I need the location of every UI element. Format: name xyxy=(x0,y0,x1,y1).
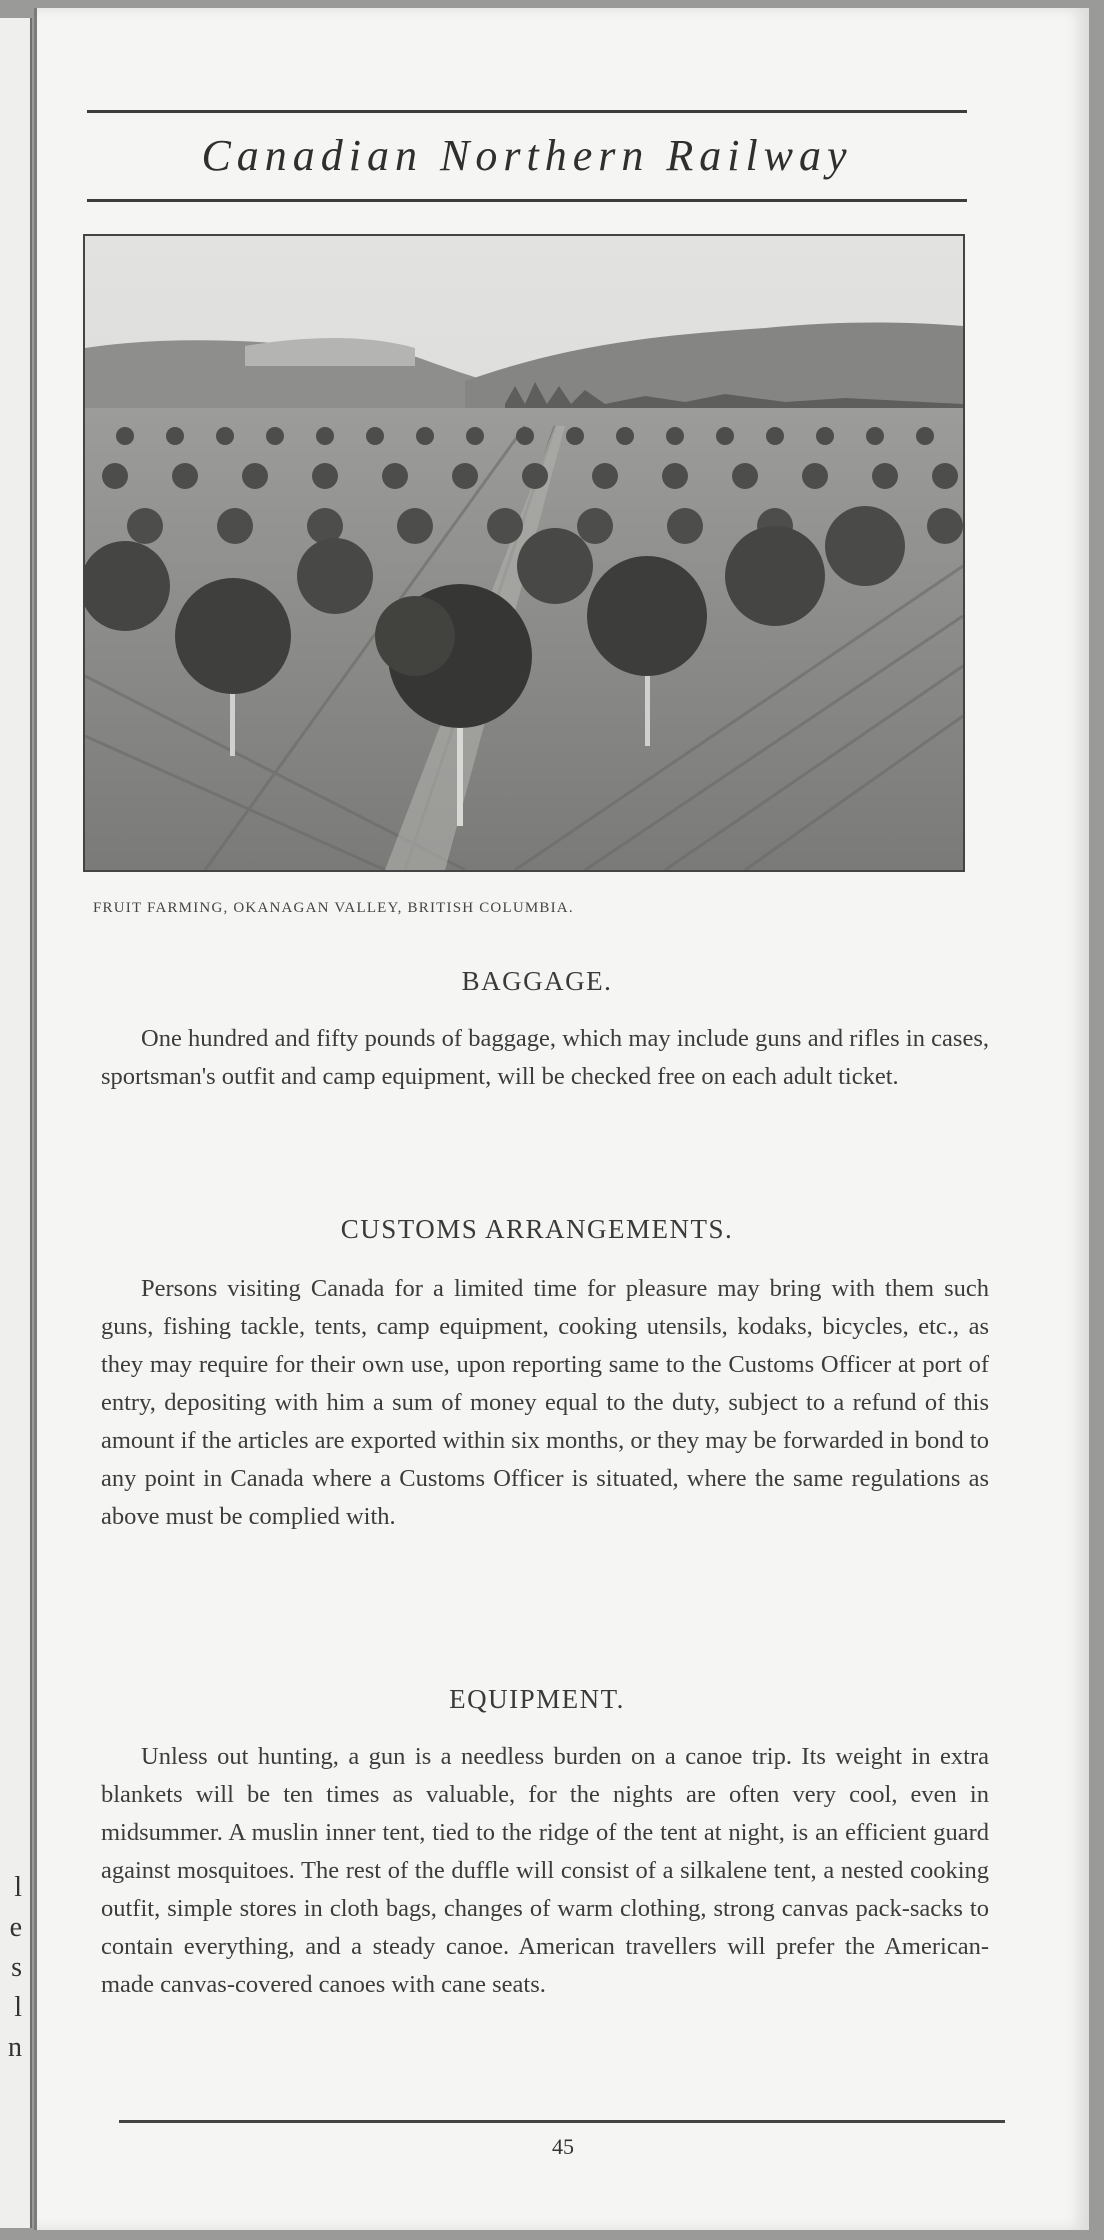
section-heading-customs: CUSTOMS ARRANGEMENTS. xyxy=(340,1214,734,1244)
fragment: l xyxy=(14,1872,22,1903)
section-body-baggage: One hundred and fifty pounds of baggage, which may include guns and rifles in cases, sportsman's outfit and camp equipment, will be checked free on each adult ticket. xyxy=(101,1025,989,1090)
previous-page-text-fragments xyxy=(0,1868,22,2068)
fragment: l xyxy=(14,1992,22,2023)
section-heading-equipment: EQUIPMENT. xyxy=(449,1684,625,1714)
fragment: s xyxy=(11,1952,22,1983)
book-page xyxy=(34,8,1089,2230)
page-number: 45 xyxy=(552,2134,574,2159)
fragment: e xyxy=(9,1912,22,1943)
header-title: Canadian Northern Railway xyxy=(201,131,853,180)
running-header xyxy=(87,110,967,202)
section-body-customs: Persons visiting Canada for a limited time for pleasure may bring with them such guns, fishing tackle, tents, camp equipment, cooking utensils, kodaks, bicycles, etc., as they may require for their own use, upon reporting same to the Customs Officer at port of entry, depositing with him a sum of money equal to the duty, subject to a refund of this amount if the articles are exported within six months, or they may be forwarded in bond to any point in Canada where a Customs Officer is situated, where the same regulations as above must be complied with. xyxy=(101,1275,989,1530)
photo-caption: FRUIT FARMING, OKANAGAN VALLEY, BRITISH COLUMBIA. xyxy=(93,900,574,916)
footer-rule xyxy=(119,2120,1005,2123)
orchard-photograph xyxy=(83,234,965,872)
section-heading-baggage: BAGGAGE. xyxy=(461,966,613,996)
fragment: n xyxy=(8,2032,22,2063)
previous-page-edge xyxy=(0,18,32,2228)
orchard-illustration xyxy=(85,236,963,870)
section-body-equipment: Unless out hunting, a gun is a needless burden on a canoe trip. Its weight in extra blankets will be ten times as valuable, for the nights are often very cool, even in midsummer. A muslin inner tent, tied to the ridge of the tent at night, is an efficient guard against mosquitoes. The rest of the duffle will consist of a silkalene tent, a nested cooking outfit, simple stores in cloth bags, changes of warm clothing, strong canvas pack-sacks to contain everything, and a steady canoe. American travellers will prefer the American-made canvas-covered canoes with cane seats. xyxy=(101,1743,989,1998)
